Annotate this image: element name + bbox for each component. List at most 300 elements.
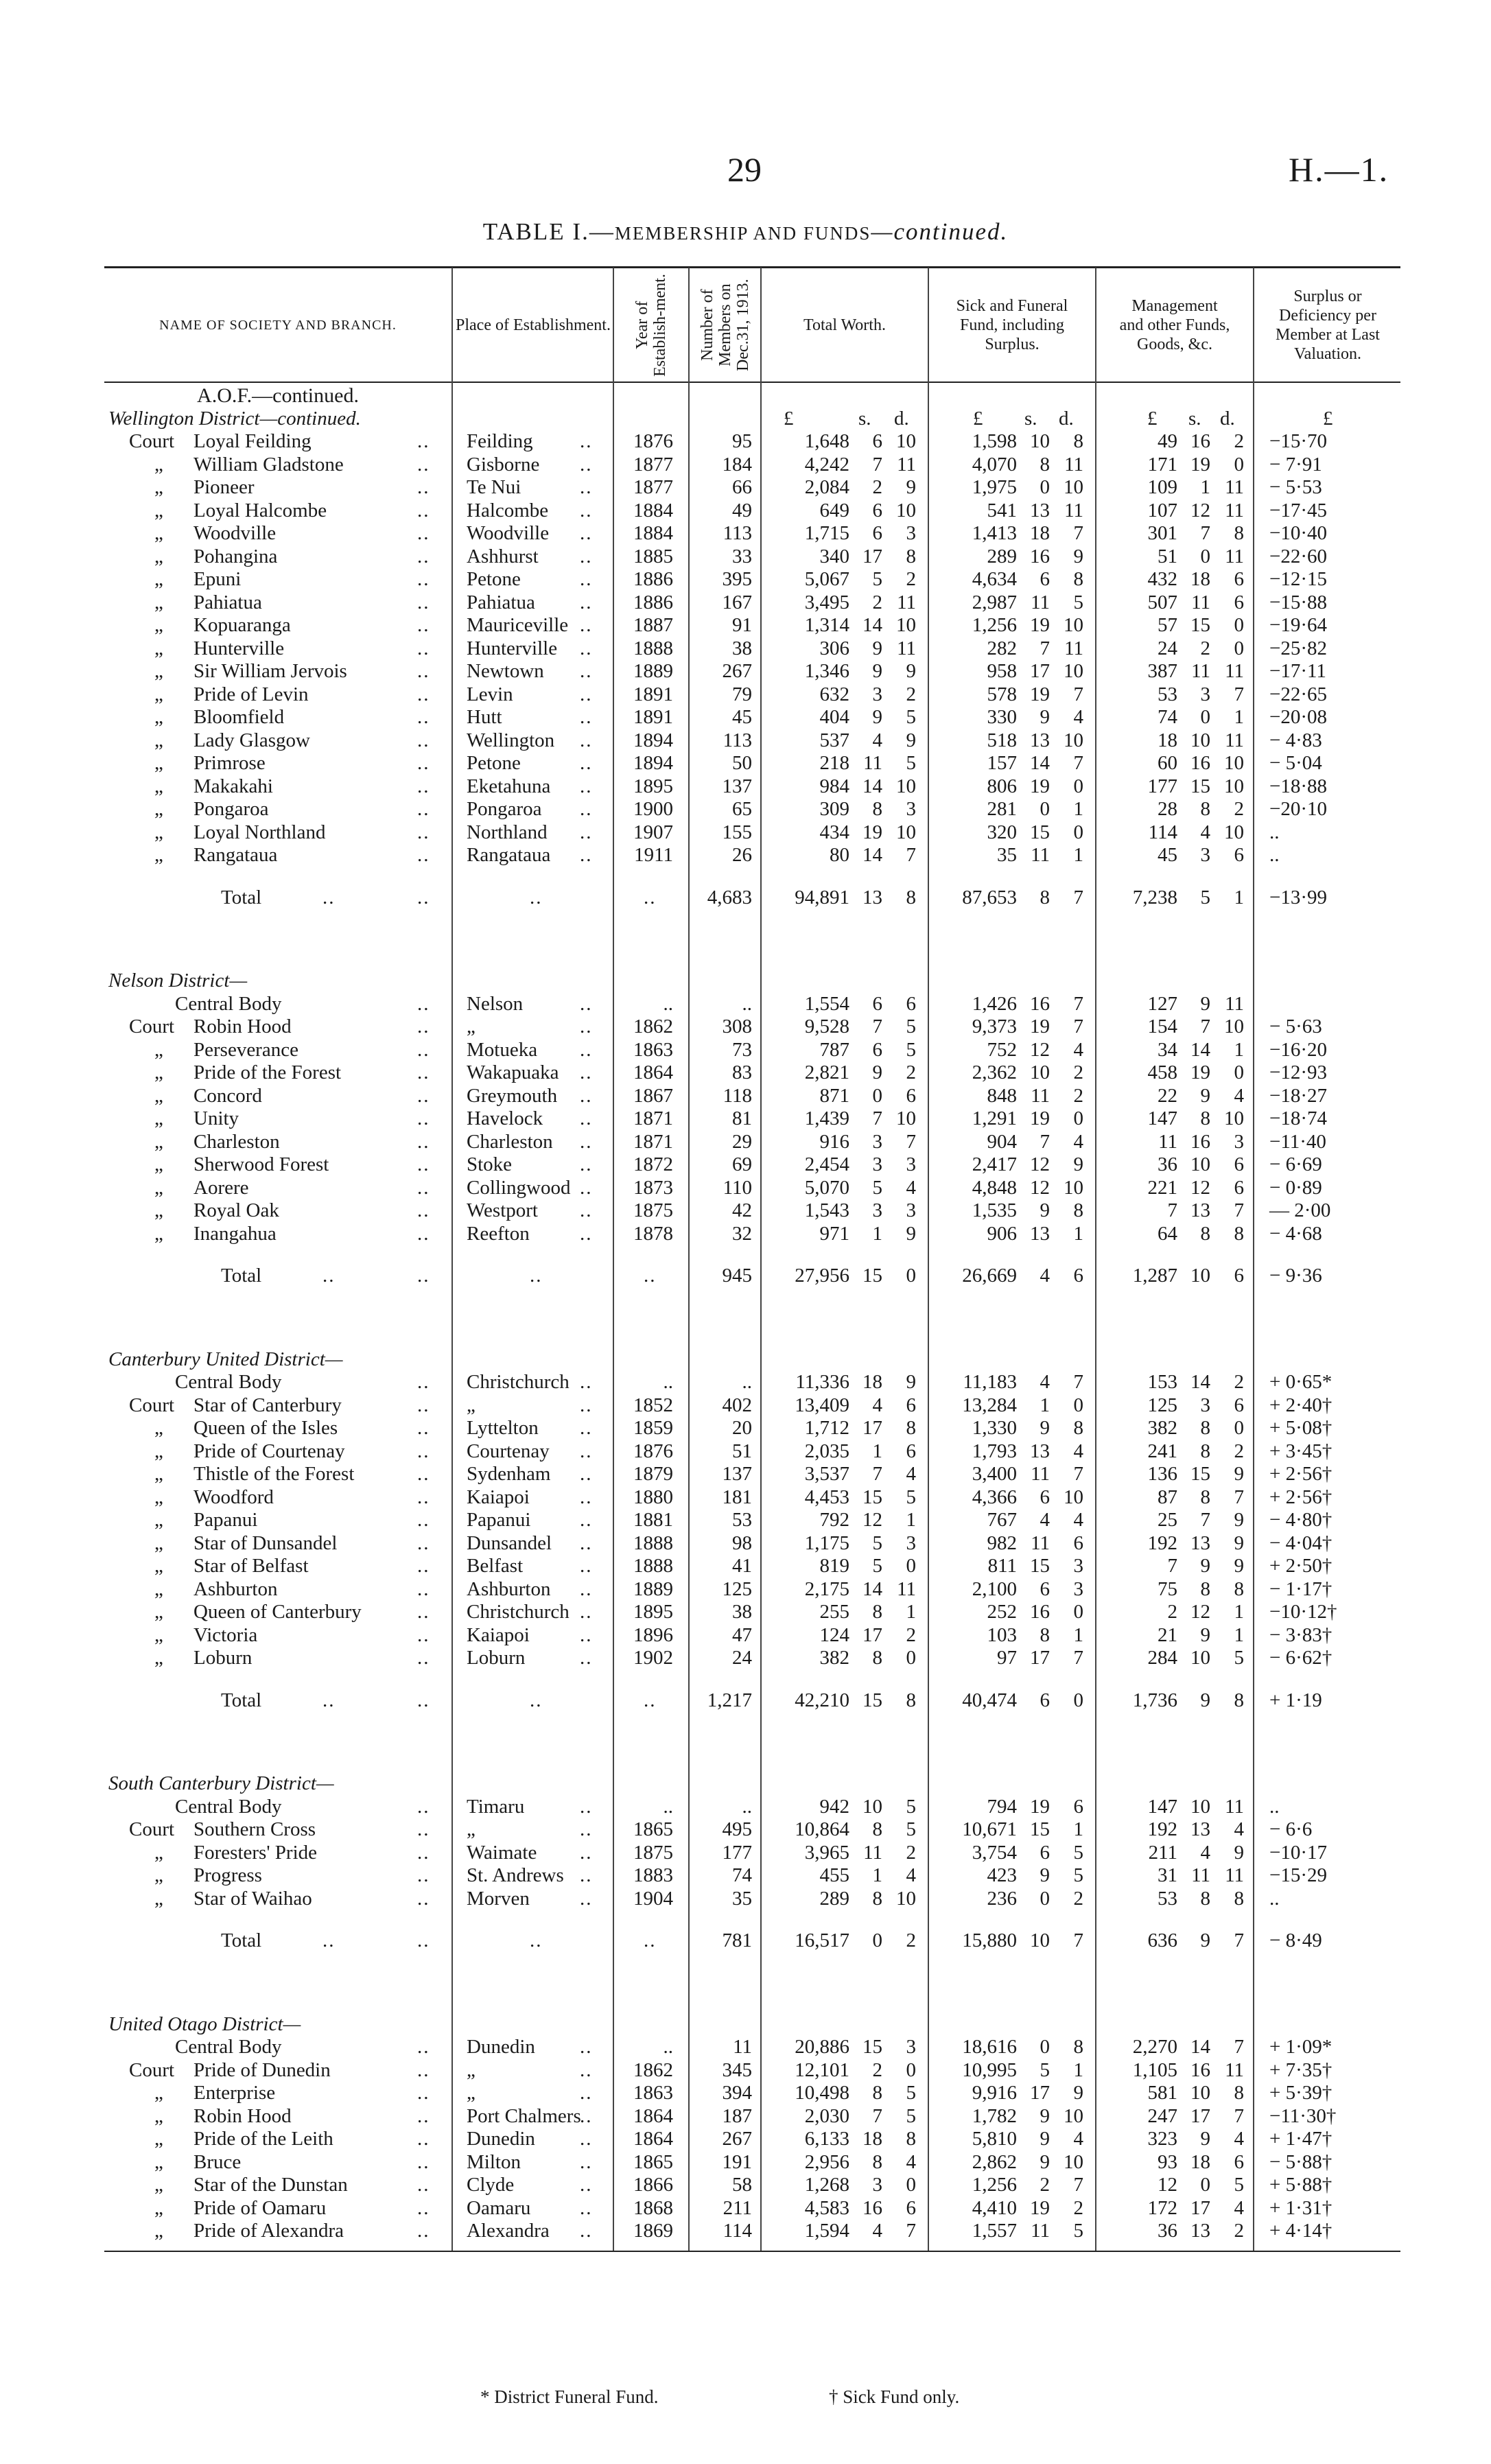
- management-fund-shillings: 7: [1200, 1016, 1210, 1037]
- branch-name: Loyal Feilding: [193, 430, 312, 452]
- leader-dots: ..: [417, 1371, 430, 1393]
- members-count: 65: [732, 798, 752, 820]
- sick-fund-pounds: 752: [987, 1039, 1017, 1061]
- district-heading: Nelson District—: [108, 970, 248, 992]
- sick-fund-shillings: 9: [1040, 706, 1050, 728]
- members-count: 187: [722, 2105, 752, 2127]
- place-name: Kaiapoi: [467, 1624, 530, 1646]
- management-fund-shillings: 10: [1190, 729, 1210, 751]
- management-fund-shillings: 8: [1200, 1107, 1210, 1129]
- members-count: 211: [723, 2197, 752, 2219]
- total-worth-shillings: 14: [862, 775, 882, 797]
- management-fund-shillings: 13: [1190, 1818, 1210, 1840]
- year: 1884: [633, 500, 673, 521]
- surplus-deficiency: −10·17: [1269, 1842, 1328, 1864]
- management-fund-shillings: 4: [1200, 1842, 1210, 1864]
- surplus-deficiency: − 6·6: [1269, 1818, 1313, 1840]
- total-worth-shillings: 15: [862, 1486, 882, 1508]
- management-fund-pence: 4: [1234, 1085, 1244, 1107]
- place-name: Courtenay: [467, 1440, 550, 1462]
- branch-name: Star of Dunsandel: [193, 1532, 338, 1554]
- leader-dots: ..: [580, 752, 593, 774]
- total-worth-pounds: 1,648: [804, 430, 849, 452]
- management-fund-shillings: 0: [1200, 545, 1210, 567]
- year: 1883: [633, 1864, 673, 1886]
- leader-dots: ..: [417, 775, 430, 797]
- management-fund-pence: 11: [1225, 729, 1244, 751]
- leader-dots: ..: [417, 752, 430, 774]
- place-name: Dunedin: [467, 2128, 535, 2150]
- sick-fund-shillings: 12: [1030, 1039, 1050, 1061]
- leader-dots: ..: [644, 1689, 657, 1711]
- table-row: [0, 1842, 1491, 1864]
- leader-dots: ..: [580, 2220, 593, 2242]
- members-count: 20: [732, 1417, 752, 1439]
- year: 1862: [633, 2059, 673, 2081]
- sick-fund-pence: 5: [1073, 591, 1083, 613]
- management-fund-pence: 2: [1234, 430, 1244, 452]
- total-worth-pounds: 1,439: [804, 1107, 849, 1129]
- members-count: 267: [722, 660, 752, 682]
- table-row: [0, 568, 1491, 591]
- total-worth-pence: 9: [906, 729, 916, 751]
- management-fund-pence: 5: [1234, 1647, 1244, 1669]
- place-name: Morven: [467, 1888, 530, 1910]
- sick-fund-pence: 3: [1073, 1555, 1083, 1577]
- place-name: Motueka: [467, 1039, 538, 1061]
- sick-fund-pence: 0: [1073, 1601, 1083, 1623]
- management-fund-pounds: 177: [1147, 775, 1177, 797]
- sick-fund-pence: 10: [1064, 1486, 1083, 1508]
- total-worth-pence: 0: [906, 2174, 916, 2196]
- place-name: Christchurch: [467, 1601, 570, 1623]
- total-row: [0, 1929, 1491, 1952]
- surplus-deficiency: + 1·31†: [1269, 2197, 1332, 2219]
- total-worth-shillings: 12: [862, 1509, 882, 1531]
- management-fund-pounds: 18: [1158, 729, 1177, 751]
- management-fund-shillings: 8: [1200, 1486, 1210, 1508]
- year: 1864: [633, 2105, 673, 2127]
- management-fund-shillings: 4: [1200, 821, 1210, 843]
- management-fund-pence: 4: [1234, 1818, 1244, 1840]
- management-fund-shillings: 10: [1190, 1265, 1210, 1287]
- management-fund-shillings: 9: [1200, 1689, 1210, 1711]
- header-members: Number of Members on Dec.31, 1913.: [698, 279, 752, 372]
- year: 1868: [633, 2197, 673, 2219]
- management-fund-shillings: 9: [1200, 1929, 1210, 1951]
- surplus-deficiency: −20·08: [1269, 706, 1328, 728]
- court-prefix: „: [154, 1578, 163, 1600]
- branch-name: Loyal Halcombe: [193, 500, 327, 521]
- sick-fund-pounds: 982: [987, 1532, 1017, 1554]
- total-worth-pence: 11: [897, 591, 916, 613]
- court-prefix: Court: [129, 1016, 175, 1037]
- year: 1891: [633, 683, 673, 705]
- sick-fund-shillings: 19: [1030, 614, 1050, 636]
- total-worth-shillings: 9: [872, 706, 882, 728]
- total-worth-shillings: 3: [872, 2174, 882, 2196]
- total-worth-pounds: 1,346: [804, 660, 849, 682]
- management-fund-pence: 7: [1234, 2105, 1244, 2127]
- management-fund-pence: 11: [1225, 500, 1244, 521]
- sick-fund-shillings: 12: [1030, 1153, 1050, 1175]
- surplus-deficiency: − 4·80†: [1269, 1509, 1332, 1531]
- members-count: 74: [732, 1864, 752, 1886]
- sick-fund-shillings: 18: [1030, 522, 1050, 544]
- total-worth-pounds: 13,409: [795, 1394, 849, 1416]
- table-row: [0, 1555, 1491, 1577]
- leader-dots: ..: [417, 2036, 430, 2058]
- court-prefix: „: [154, 1509, 163, 1531]
- management-fund-shillings: 5: [1200, 887, 1210, 908]
- sick-fund-shillings: 8: [1040, 1624, 1050, 1646]
- sick-fund-pounds: 252: [987, 1601, 1017, 1623]
- table-row: [0, 500, 1491, 522]
- total-worth-pence: 8: [906, 887, 916, 908]
- management-fund-shillings: 14: [1190, 1371, 1210, 1393]
- surplus-deficiency: + 2·56†: [1269, 1463, 1332, 1485]
- management-fund-shillings: 10: [1190, 1647, 1210, 1669]
- total-worth-pounds: 42,210: [795, 1689, 849, 1711]
- branch-name: Loyal Northland: [193, 821, 326, 843]
- table-row: [0, 522, 1491, 545]
- sick-fund-pounds: 15,880: [962, 1929, 1017, 1951]
- branch-name: Queen of Canterbury: [193, 1601, 362, 1623]
- year: 1869: [633, 2220, 673, 2242]
- branch-name: Robin Hood: [193, 2105, 292, 2127]
- management-fund-pounds: 171: [1147, 454, 1177, 476]
- leader-dots: ..: [417, 454, 430, 476]
- sick-fund-pence: 7: [1073, 683, 1083, 705]
- total-worth-shillings: 6: [872, 500, 882, 521]
- management-fund-pounds: 387: [1147, 660, 1177, 682]
- management-fund-shillings: 8: [1200, 798, 1210, 820]
- place-name: Eketahuna: [467, 775, 551, 797]
- management-fund-pounds: 241: [1147, 1440, 1177, 1462]
- leader-dots: ..: [417, 1107, 430, 1129]
- leader-dots: ..: [580, 775, 593, 797]
- management-fund-pounds: 2: [1167, 1601, 1177, 1623]
- total-worth-shillings: 2: [872, 476, 882, 498]
- total-worth-pounds: 306: [819, 637, 849, 659]
- total-worth-shillings: 1: [872, 1223, 882, 1245]
- sick-fund-pounds: 4,070: [972, 454, 1017, 476]
- management-fund-pounds: 31: [1158, 1864, 1177, 1886]
- surplus-deficiency: −20·10: [1269, 798, 1328, 820]
- management-fund-shillings: 17: [1190, 2197, 1210, 2219]
- total-worth-shillings: 17: [862, 545, 882, 567]
- leader-dots: ..: [580, 2059, 593, 2081]
- leader-dots: ..: [580, 1223, 593, 1245]
- management-fund-pence: 1: [1234, 1039, 1244, 1061]
- total-worth-pence: 7: [906, 844, 916, 866]
- total-worth-shillings: 7: [872, 454, 882, 476]
- total-worth-shillings: 0: [872, 1929, 882, 1951]
- total-worth-pence: 10: [896, 821, 916, 843]
- members-count: 125: [722, 1578, 752, 1600]
- table-row: [0, 752, 1491, 775]
- leader-dots: ..: [580, 1177, 593, 1199]
- members-count: 308: [722, 1016, 752, 1037]
- sick-fund-pounds: 958: [987, 660, 1017, 682]
- total-worth-shillings: 19: [862, 821, 882, 843]
- document-ref: H.—1.: [1289, 150, 1389, 189]
- management-fund-pence: 9: [1234, 1509, 1244, 1531]
- total-worth-pounds: 4,242: [804, 454, 849, 476]
- management-fund-pounds: 172: [1147, 2197, 1177, 2219]
- management-fund-shillings: 10: [1190, 1153, 1210, 1175]
- table-row: [0, 1509, 1491, 1532]
- place-name: Belfast: [467, 1555, 524, 1577]
- surplus-deficiency: + 7·35†: [1269, 2059, 1332, 2081]
- total-worth-pounds: 792: [819, 1509, 849, 1531]
- management-fund-pounds: 28: [1158, 798, 1177, 820]
- table-row: [0, 798, 1491, 821]
- management-fund-pence: 0: [1234, 614, 1244, 636]
- branch-name: Perseverance: [193, 1039, 298, 1061]
- leader-dots: ..: [417, 1624, 430, 1646]
- management-fund-pounds: 45: [1158, 844, 1177, 866]
- branch-name: Pioneer: [193, 476, 255, 498]
- management-fund-shillings: 11: [1191, 660, 1210, 682]
- total-worth-pounds: 2,084: [804, 476, 849, 498]
- sick-fund-pence: 4: [1073, 2128, 1083, 2150]
- place-name: Petone: [467, 752, 521, 774]
- members-count: 83: [732, 1061, 752, 1083]
- management-fund-pence: 10: [1224, 752, 1244, 774]
- surplus-deficiency: − 5·04: [1269, 752, 1322, 774]
- leader-dots: ..: [322, 1265, 336, 1287]
- sick-fund-pounds: 906: [987, 1223, 1017, 1245]
- leader-dots: ..: [580, 1601, 593, 1623]
- management-fund-shillings: 12: [1190, 500, 1210, 521]
- total-worth-pence: 5: [906, 706, 916, 728]
- court-prefix: „: [154, 545, 163, 567]
- place-name: Feilding: [467, 430, 533, 452]
- sick-fund-shillings: 13: [1030, 1223, 1050, 1245]
- management-fund-pence: 6: [1234, 591, 1244, 613]
- total-worth-pounds: 1,268: [804, 2174, 849, 2196]
- table-row: [0, 706, 1491, 729]
- sick-fund-pounds: 578: [987, 683, 1017, 705]
- table-row: [0, 430, 1491, 453]
- district-heading: United Otago District—: [108, 2013, 301, 2035]
- year: 1907: [633, 821, 673, 843]
- total-worth-pence: 8: [906, 1417, 916, 1439]
- total-worth-shillings: 9: [872, 637, 882, 659]
- sick-fund-pounds: 1,535: [972, 1199, 1017, 1221]
- sick-fund-shillings: 13: [1030, 1440, 1050, 1462]
- management-fund-pence: 9: [1234, 1463, 1244, 1485]
- sick-fund-pounds: 10,671: [962, 1818, 1017, 1840]
- total-row: [0, 1689, 1491, 1712]
- management-fund-pence: 6: [1234, 568, 1244, 590]
- management-fund-pence: 10: [1224, 775, 1244, 797]
- branch-name: Woodford: [193, 1486, 274, 1508]
- court-prefix: „: [154, 1417, 163, 1439]
- district-heading: Canterbury United District—: [108, 1348, 343, 1370]
- leader-dots: ..: [417, 660, 430, 682]
- total-worth-pence: 6: [906, 993, 916, 1015]
- leader-dots: ..: [580, 1463, 593, 1485]
- total-worth-pence: 5: [906, 1016, 916, 1037]
- total-worth-shillings: 3: [872, 1153, 882, 1175]
- sick-fund-pence: 7: [1073, 1016, 1083, 1037]
- surplus-deficiency: ..: [1269, 1888, 1280, 1910]
- management-fund-pence: 1: [1234, 887, 1244, 908]
- sick-fund-pounds: 1,413: [972, 522, 1017, 544]
- total-worth-pounds: 12,101: [795, 2059, 849, 2081]
- sick-fund-pence: 1: [1073, 1223, 1083, 1245]
- total-worth-pence: 7: [906, 1131, 916, 1153]
- sick-fund-pounds: 289: [987, 545, 1017, 567]
- court-prefix: „: [154, 660, 163, 682]
- leader-dots: ..: [530, 1265, 543, 1287]
- surplus-deficiency: + 2·40†: [1269, 1394, 1332, 1416]
- sick-fund-pounds: 2,417: [972, 1153, 1017, 1175]
- leader-dots: ..: [580, 1624, 593, 1646]
- management-fund-shillings: 0: [1200, 706, 1210, 728]
- total-worth-shillings: 5: [872, 568, 882, 590]
- currency-pence: d.: [894, 408, 909, 430]
- sick-fund-shillings: 2: [1040, 2174, 1050, 2196]
- year: 1887: [633, 614, 673, 636]
- leader-dots: ..: [417, 2128, 430, 2150]
- management-fund-pence: 7: [1234, 1199, 1244, 1221]
- court-prefix: „: [154, 844, 163, 866]
- place-name: Ashhurst: [467, 545, 539, 567]
- branch-name: Makakahi: [193, 775, 273, 797]
- management-fund-pounds: 75: [1158, 1578, 1177, 1600]
- court-prefix: „: [154, 1085, 163, 1107]
- sick-fund-shillings: 17: [1030, 2082, 1050, 2104]
- surplus-deficiency: + 5·08†: [1269, 1417, 1332, 1439]
- leader-dots: ..: [580, 706, 593, 728]
- management-fund-shillings: 16: [1190, 1131, 1210, 1153]
- sick-fund-pounds: 1,975: [972, 476, 1017, 498]
- sick-fund-shillings: 12: [1030, 1177, 1050, 1199]
- sick-fund-pounds: 1,291: [972, 1107, 1017, 1129]
- currency-pound: £: [973, 408, 983, 430]
- management-fund-pounds: 1,736: [1132, 1689, 1177, 1711]
- sick-fund-shillings: 4: [1040, 1265, 1050, 1287]
- management-fund-pence: 0: [1234, 637, 1244, 659]
- surplus-deficiency: + 0·65*: [1269, 1371, 1332, 1393]
- members-count: 50: [732, 752, 752, 774]
- branch-name: Central Body: [175, 1796, 282, 1818]
- table-row: [0, 2082, 1491, 2104]
- sick-fund-pence: 10: [1064, 476, 1083, 498]
- leader-dots: ..: [580, 993, 593, 1015]
- leader-dots: ..: [580, 1440, 593, 1462]
- members-count: 53: [732, 1509, 752, 1531]
- total-worth-pounds: 16,517: [795, 1929, 849, 1951]
- sick-fund-pounds: 5,810: [972, 2128, 1017, 2150]
- management-fund-pounds: 301: [1147, 522, 1177, 544]
- leader-dots: ..: [417, 1689, 430, 1711]
- table-row: [0, 1578, 1491, 1601]
- total-worth-pence: 5: [906, 752, 916, 774]
- leader-dots: ..: [417, 500, 430, 521]
- leader-dots: ..: [417, 1796, 430, 1818]
- total-worth-shillings: 0: [872, 1085, 882, 1107]
- court-prefix: „: [154, 568, 163, 590]
- court-prefix: „: [154, 1555, 163, 1577]
- management-fund-pence: 8: [1234, 2082, 1244, 2104]
- total-worth-shillings: 14: [862, 844, 882, 866]
- year: 1881: [633, 1509, 673, 1531]
- total-worth-shillings: 3: [872, 1131, 882, 1153]
- branch-name: Bruce: [193, 2151, 242, 2173]
- place-name: Milton: [467, 2151, 521, 2173]
- total-worth-pounds: 4,453: [804, 1486, 849, 1508]
- sick-fund-pounds: 2,362: [972, 1061, 1017, 1083]
- management-fund-shillings: 13: [1190, 1199, 1210, 1221]
- management-fund-pence: 8: [1234, 522, 1244, 544]
- sick-fund-pounds: 904: [987, 1131, 1017, 1153]
- place-name: Newtown: [467, 660, 544, 682]
- table-row: [0, 1061, 1491, 1084]
- sick-fund-pence: 7: [1073, 993, 1083, 1015]
- leader-dots: ..: [580, 1016, 593, 1037]
- table-row: [0, 1888, 1491, 1910]
- leader-dots: ..: [417, 729, 430, 751]
- management-fund-pence: 1: [1234, 706, 1244, 728]
- management-fund-shillings: 10: [1190, 2082, 1210, 2104]
- sick-fund-shillings: 19: [1030, 2197, 1050, 2219]
- leader-dots: ..: [580, 1107, 593, 1129]
- total-worth-pence: 2: [906, 1842, 916, 1864]
- total-worth-shillings: 16: [862, 2197, 882, 2219]
- year: 1889: [633, 1578, 673, 1600]
- total-label: Total: [221, 1689, 262, 1711]
- total-row: [0, 1265, 1491, 1287]
- leader-dots: ..: [580, 476, 593, 498]
- sick-fund-pence: 10: [1064, 1177, 1083, 1199]
- sick-fund-shillings: 17: [1030, 1647, 1050, 1669]
- leader-dots: ..: [417, 844, 430, 866]
- management-fund-pounds: 22: [1158, 1085, 1177, 1107]
- currency-pence: d.: [1220, 408, 1235, 430]
- table-title: [0, 218, 1491, 246]
- court-prefix: „: [154, 1624, 163, 1646]
- branch-name: Inangahua: [193, 1223, 277, 1245]
- court-prefix: Court: [129, 1818, 175, 1840]
- leader-dots: ..: [580, 1864, 593, 1886]
- total-worth-pounds: 537: [819, 729, 849, 751]
- members-count: ..: [742, 1796, 752, 1818]
- total-worth-pence: 1: [906, 1601, 916, 1623]
- sick-fund-pounds: 87,653: [962, 887, 1017, 908]
- management-fund-shillings: 16: [1190, 752, 1210, 774]
- leader-dots: ..: [417, 1265, 430, 1287]
- leader-dots: ..: [417, 2174, 430, 2196]
- surplus-deficiency: −18·27: [1269, 1085, 1328, 1107]
- total-worth-pounds: 289: [819, 1888, 849, 1910]
- currency-pound: £: [1147, 408, 1158, 430]
- management-fund-pounds: 153: [1147, 1371, 1177, 1393]
- leader-dots: ..: [417, 1888, 430, 1910]
- sick-fund-shillings: 19: [1030, 1107, 1050, 1129]
- management-fund-shillings: 18: [1190, 2151, 1210, 2173]
- management-fund-shillings: 12: [1190, 1177, 1210, 1199]
- leader-dots: ..: [580, 614, 593, 636]
- members-count: 41: [732, 1555, 752, 1577]
- total-worth-shillings: 5: [872, 1555, 882, 1577]
- leader-dots: ..: [417, 2197, 430, 2219]
- total-worth-pence: 5: [906, 1818, 916, 1840]
- table-row: [0, 775, 1491, 798]
